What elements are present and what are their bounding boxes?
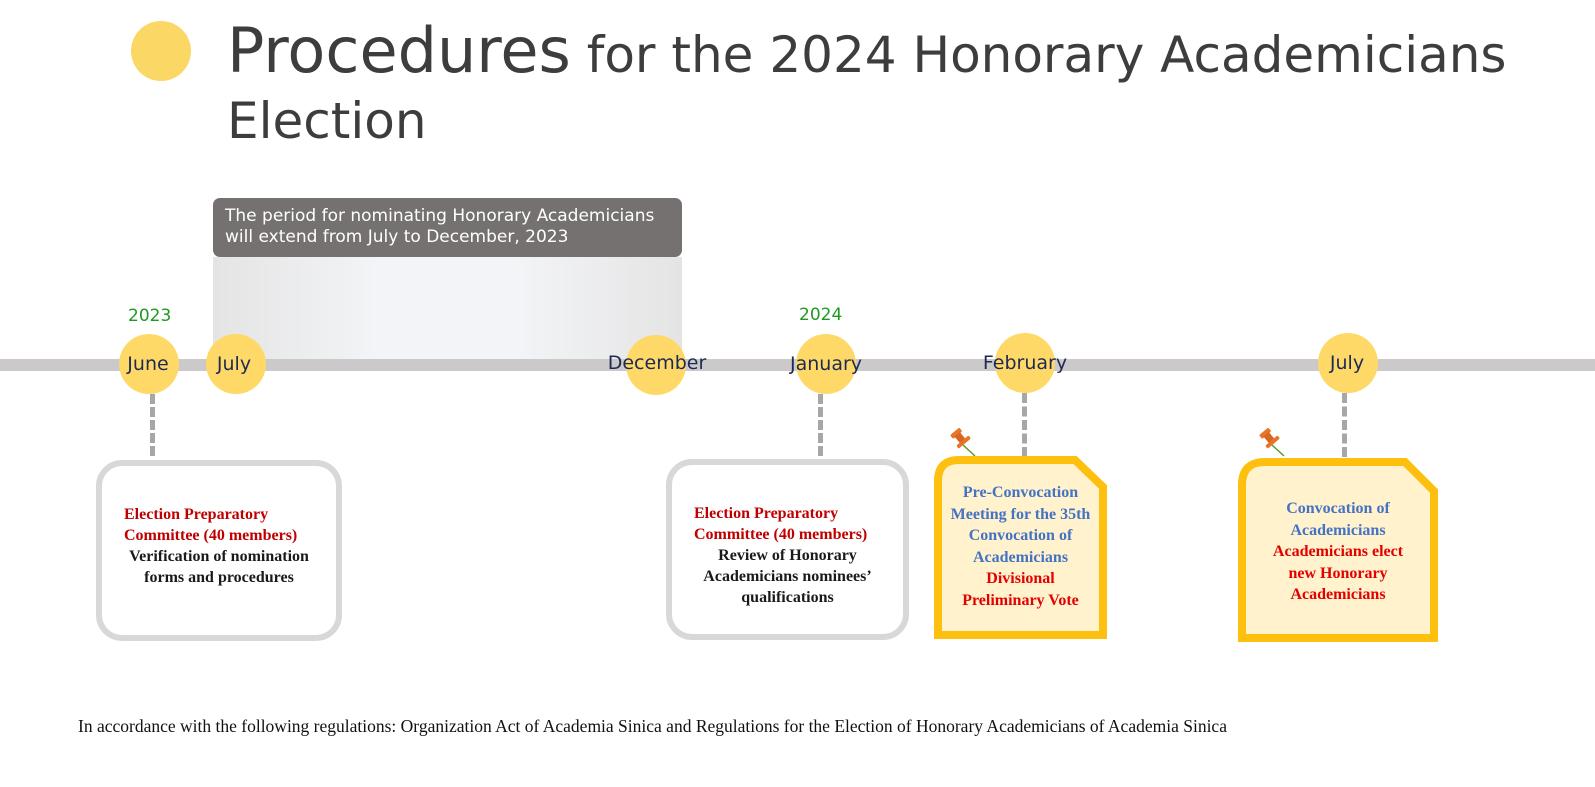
pushpin-icon <box>1258 427 1288 459</box>
month-label-february: February <box>982 352 1068 374</box>
event-note-july <box>1237 457 1439 643</box>
month-label-january: January <box>789 353 863 375</box>
event-meeting: Convocation of Academicians <box>1286 500 1390 539</box>
title-first-word: Procedures <box>227 14 571 87</box>
connector-july-2024 <box>1342 393 1347 457</box>
event-vote: Divisional Preliminary Vote <box>962 570 1079 609</box>
event-box-june <box>96 460 342 641</box>
nomination-period-band <box>213 257 682 360</box>
regulations-footnote: In accordance with the following regulations: Organization Act of Academia Sinica and Regulations for the Election of Honorary Academicians of Academia Sinica <box>78 716 1227 736</box>
month-label-july-2023: July <box>216 353 252 375</box>
month-label-december: December <box>607 352 707 374</box>
event-task: Review of Honorary Academicians nominees’ qualifications <box>703 547 872 606</box>
month-label-july-2024: July <box>1329 352 1365 374</box>
nomination-period-note: The period for nominating Honorary Academicians will extend from July to December, 2023 <box>213 198 682 257</box>
event-box-january <box>666 459 909 640</box>
year-label-2023: 2023 <box>128 306 172 326</box>
connector-june <box>150 394 155 456</box>
event-task: Verification of nomination forms and procedures <box>129 548 309 586</box>
connector-january <box>818 394 823 456</box>
title-bullet-dot <box>131 21 191 81</box>
year-label-2024: 2024 <box>799 305 843 325</box>
event-committee: Election Preparatory Committee (40 members) <box>124 506 298 544</box>
event-note-february <box>933 455 1108 641</box>
title-rest: for the 2024 Honorary Academicians Election <box>227 26 1507 150</box>
connector-february <box>1022 393 1027 457</box>
page-title <box>227 14 1567 154</box>
event-meeting: Pre-Convocation Meeting for the 35th Convocation of Academicians <box>950 484 1091 566</box>
event-committee: Election Preparatory Committee (40 members) <box>694 505 868 543</box>
event-vote: Academicians elect new Honorary Academicians <box>1272 543 1404 603</box>
month-label-june: June <box>127 353 169 375</box>
